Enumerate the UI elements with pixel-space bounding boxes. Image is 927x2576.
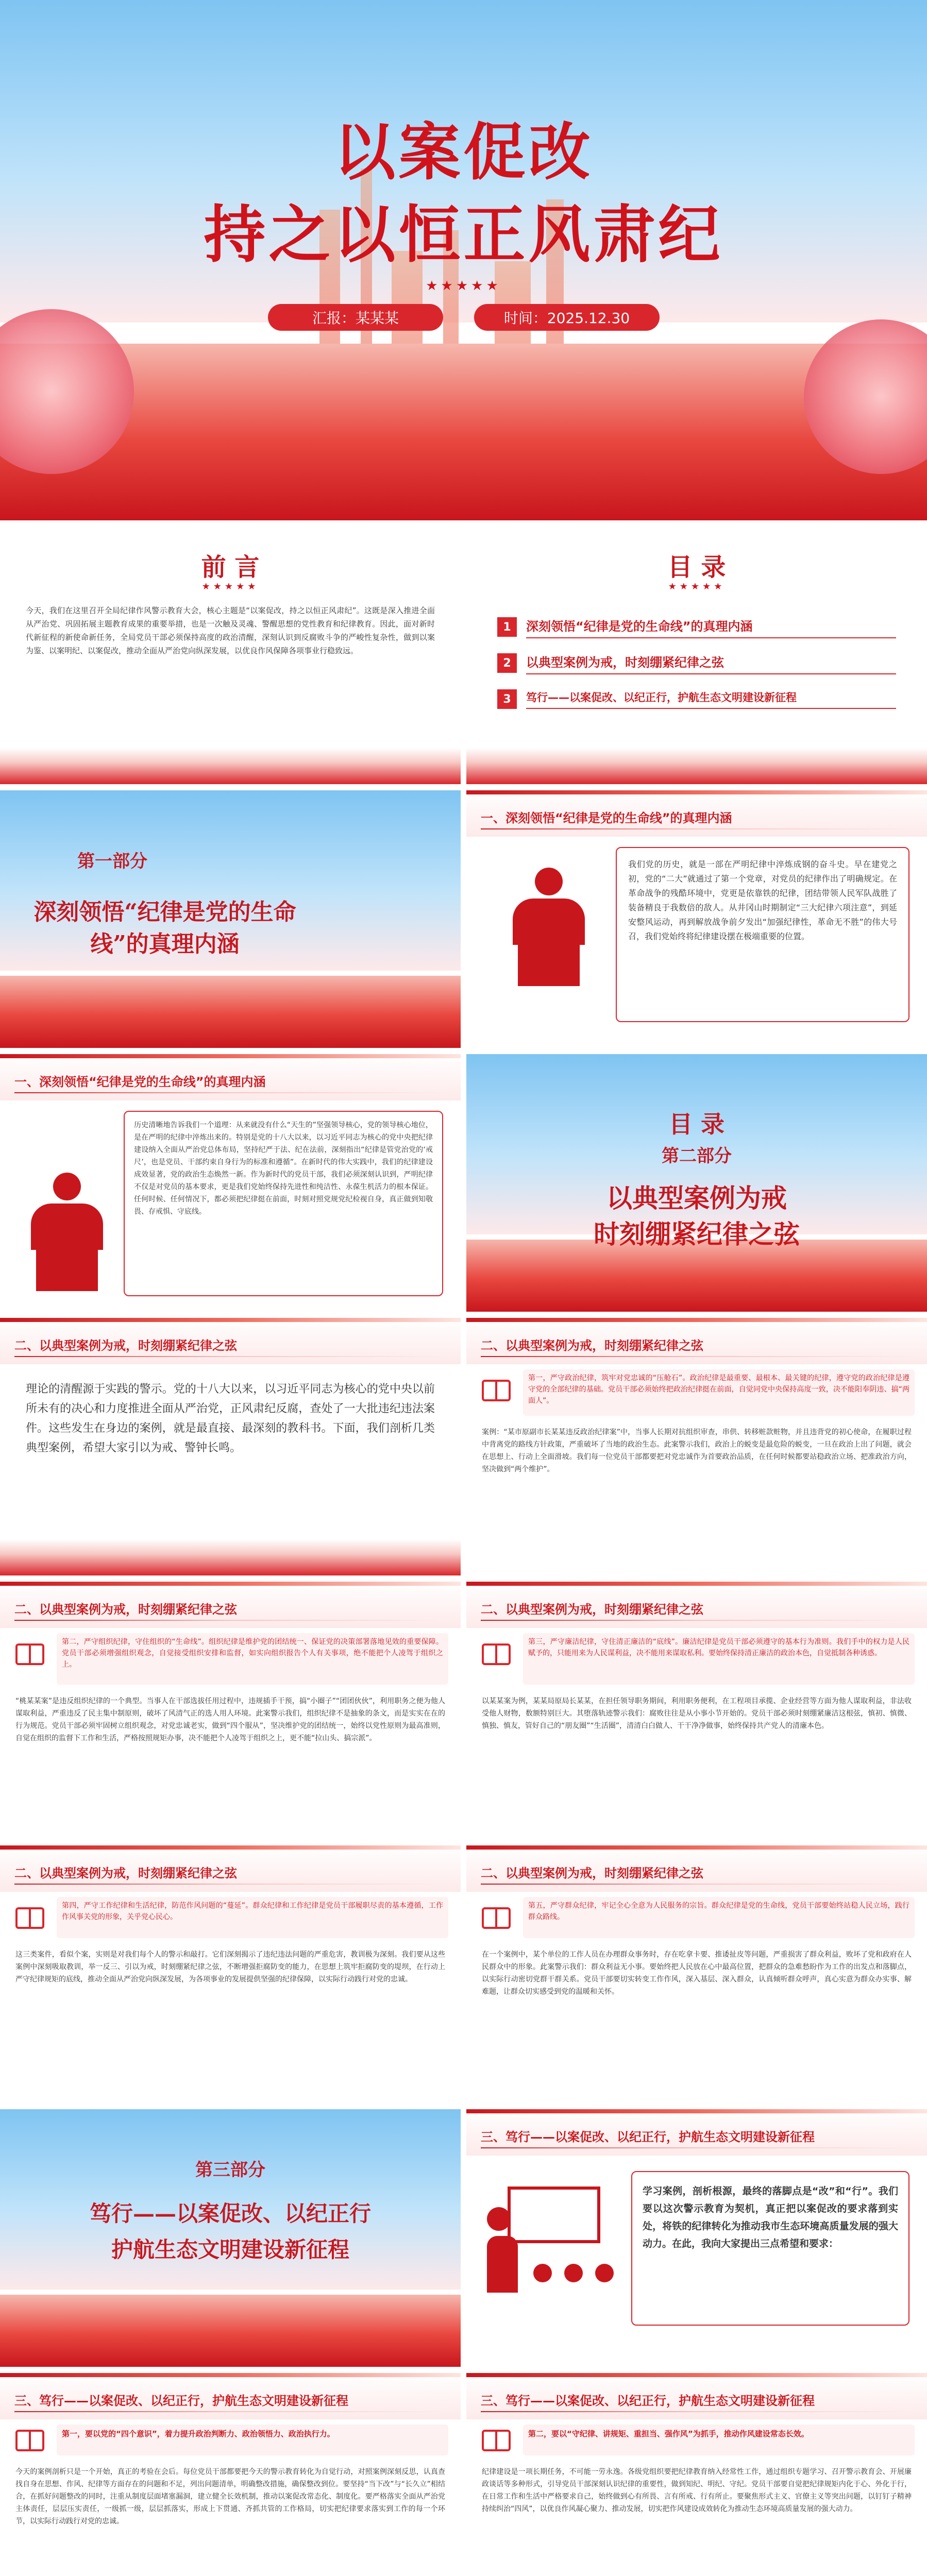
s8-intro: 第一，严守政治纪律，筑牢对党忠诚的“压舱石”。政治纪律是最重要、最根本、最关键的纪律，遵守党的政治纪律是遵守党的全部纪律的基础。党员干部必须始终把政治纪律挺在前面，自觉同党中央保持高度一致，决不能阳奉阴违、搞“两面人”。 (528, 1374, 909, 1405)
cover-title-line2: 持之以恒正风肃纪 (204, 198, 723, 271)
s9-slide (0, 1582, 461, 1839)
toc-num-2: 2 (497, 653, 517, 673)
s7-text: 理论的清醒源于实践的警示。党的十八大以来，以习近平同志为核心的党中央以前所未有的决心和力度推进全面从严治党，正风肃纪反腐，查处了一大批违纪违法案件。这些发生在身边的案例，就是最直接、最深刻的教科书。下面，我们剖析几类典型案例，希望大家引以为戒、警钟长鸣。 (26, 1383, 435, 1454)
teacher-board-icon (487, 2187, 611, 2320)
part2-title-line2: 时刻绷紧纪律之弦 (594, 1219, 800, 1249)
speaker-icon (15, 1173, 119, 1296)
cover-stars: ★★★★★ (426, 278, 501, 294)
book-icon (482, 1380, 511, 1401)
part3-title-line1: 笃行——以案促改、以纪正行 (89, 2201, 371, 2226)
s5-card (124, 1111, 443, 1296)
s8-header: 二、以典型案例为戒，时刻绷紧纪律之弦 (481, 1338, 703, 1353)
book-icon (482, 1907, 511, 1929)
toc-slide (466, 527, 927, 784)
part2-title-toc: 目 录 (668, 1110, 724, 1138)
s12-slide (466, 1845, 927, 2103)
toc-item-1[interactable] (497, 614, 896, 640)
s10-slide (466, 1582, 927, 1839)
s14-header: 三、笃行——以案促改、以纪正行，护航生态文明建设新征程 (481, 2130, 815, 2144)
part1-title-line2: 线”的真理内涵 (90, 931, 240, 957)
s11-slide (0, 1845, 461, 2103)
s12-text: 在一个案例中，某个单位的工作人员在办理群众事务时，存在吃拿卡要、推诿扯皮等问题，严重损害了群众利益，败坏了党和政府在人民群众中的形象。此案警示我们：群众利益无小事。要始终把人民放在心中最高位置，把群众的急难愁盼作为工作的出发点和落脚点，以实际行动密切党群干群关系。党员干部要切实转变工作作风，深入基层、深入群众，认真倾听群众呼声，真心实意为群众办实事、解难题，让群众切实感受到党的温暖和关怀。 (482, 1951, 912, 1996)
s4-card (616, 847, 909, 1022)
s15-text: 今天的案例剖析只是一个开始，真正的考验在会后。每位党员干部都要把今天的警示教育转化为自觉行动，对照案例深刻反思，认真查找自身在思想、作风、纪律等方面存在的问题和不足，列出问题清单，明确整改措施，确保整改到位。要坚持“当下改”与“长久立”相结合，在抓好问题整改的同时，注重从制度层面堵塞漏洞，建立健全长效机制，推动以案促改常态化、制度化。要严格落实全面从严治党主体责任，层层压实责任，一级抓一级，层层抓落实，形成上下贯通、齐抓共管的工作格局，切实把纪律要求落实到工作的每一个环节，以实际行动践行对党的忠诚。 (15, 2468, 445, 2526)
book-icon (482, 1643, 511, 1665)
preface-stars: ★★★★★ (201, 581, 259, 592)
s15-intro: 第一，要以党的“四个意识”，着力提升政治判断力、政治领悟力、政治执行力。 (62, 2429, 335, 2438)
toc-label-1: 深刻领悟“纪律是党的生命线”的真理内涵 (526, 616, 896, 638)
s10-header: 二、以典型案例为戒，时刻绷紧纪律之弦 (481, 1602, 703, 1617)
s10-intro: 第三，严守廉洁纪律，守住清正廉洁的“底线”。廉洁纪律是党员干部必须遵守的基本行为准则。我们手中的权力是人民赋予的，只能用来为人民谋利益，决不能用来谋取私利。要始终保持清正廉洁的政治本色，自觉抵制各种诱惑。 (528, 1638, 909, 1657)
toc-num-3: 3 (497, 689, 517, 709)
s12-header: 二、以典型案例为戒，时刻绷紧纪律之弦 (481, 1866, 703, 1880)
s9-intro: 第二，严守组织纪律，守住组织的“生命线”。组织纪律是维护党的团结统一、保证党的决策部署落地见效的重要保障。党员干部必须增强组织观念，自觉接受组织安排和监督，如实向组织报告个人有关事项，绝不能把个人凌驾于组织之上。 (62, 1638, 443, 1669)
s5-header: 一、深刻领悟“纪律是党的生命线”的真理内涵 (14, 1075, 266, 1089)
s14-card (631, 2171, 909, 2326)
part3-cover-slide (0, 2109, 461, 2367)
book-icon (15, 1907, 44, 1929)
s5-slide (0, 1054, 461, 1312)
s15-slide (0, 2373, 461, 2576)
part1-title-line1: 深刻领悟“纪律是党的生命 (33, 899, 296, 925)
s11-text: 这三类案件，看似个案，实则是对我们每个人的警示和敲打。它们深刻揭示了违纪违法问题的严重危害，教训极为深刻。我们要从这些案例中深刻吸取教训，举一反三、引以为戒，时刻绷紧纪律之弦，不断增强拒腐防变的能力，在思想上筑牢拒腐防变的堤坝，在行动上严守纪律规矩的底线，推动全面从严治党向纵深发展，为各项事业的发展提供坚强的纪律保障，以实际行动践行对党的忠诚。 (15, 1951, 445, 1984)
toc-label-3: 笃行——以案促改、以纪正行，护航生态文明建设新征程 (526, 689, 896, 709)
s16-text: 纪律建设是一项长期任务，不可能一劳永逸。各级党组织要把纪律教育纳入经常性工作，通过组织专题学习、召开警示教育会、开展廉政谈话等多种形式，引导党员干部深刻认识纪律的重要性，做到知纪、明纪、守纪。党员干部要自觉把纪律规矩内化于心、外化于行，在日常工作和生活中严格要求自己，始终做到心有所畏、言有所戒、行有所止。要聚焦形式主义、官僚主义等突出问题，以钉钉子精神持续纠治“四风”，以优良作风凝心聚力、推动发展，切实把作风建设成效转化为推动生态环境高质量发展的强大动力。 (482, 2468, 912, 2513)
s4-slide (466, 790, 927, 1048)
s8-text: 案例：“某市原副市长某某违反政治纪律案”中，当事人长期对抗组织审查，串供、转移赃款赃物，并且违背党的初心使命，在履职过程中背离党的路线方针政策，严重破坏了当地的政治生态。此案警示我们，政治上的蜕变是最危险的蜕变，一旦在政治上出了问题，就会在思想上、行动上全面滑坡。我们每一位党员干部都要把对党忠诚作为首要政治品质，在任何时候都要站稳政治立场、把准政治方向，坚决做到“两个维护”。 (482, 1428, 912, 1473)
cover-title-line1: 以案促改 (333, 116, 594, 189)
part2-cover-slide (466, 1054, 927, 1312)
cover-reporter: 汇报：某某某 (268, 304, 443, 331)
speaker-icon (497, 868, 600, 991)
toc-item-2[interactable] (497, 650, 896, 676)
part1-cover-slide (0, 790, 461, 1048)
s8-slide (466, 1318, 927, 1575)
s11-header: 二、以典型案例为戒，时刻绷紧纪律之弦 (14, 1866, 237, 1880)
s16-slide (466, 2373, 927, 2576)
toc-item-3[interactable] (497, 686, 896, 712)
toc-label-2: 以典型案例为戒，时刻绷紧纪律之弦 (526, 652, 896, 674)
book-icon (15, 1643, 44, 1665)
s10-text: 以某某案为例，某某局原局长某某，在担任领导职务期间，利用职务便利，在工程项目承揽、企业经营等方面为他人谋取利益，非法收受他人财物，数额特别巨大。其堕落轨迹警示我们：腐败往往是从小事小节开始的。党员干部必须时刻绷紧廉洁这根弦，慎初、慎微、慎独、慎友，管好自己的“朋友圈”“生活圈”，清清白白做人、干干净净做事，始终保持共产党人的清廉本色。 (482, 1697, 912, 1730)
s16-header: 三、笃行——以案促改、以纪正行，护航生态文明建设新征程 (481, 2394, 815, 2408)
cover-time: 时间：2025.12.30 (474, 304, 660, 331)
part2-title-line1: 以典型案例为戒 (606, 1183, 787, 1213)
s11-intro: 第四，严守工作纪律和生活纪律，防范作风问题的“蔓延”。群众纪律和工作纪律是党员干部履职尽责的基本遵循，工作作风事关党的形象，关乎党心民心。 (62, 1902, 443, 1921)
toc-title: 目 录 (667, 553, 726, 582)
s9-text: “桃某某案”是违反组织纪律的一个典型。当事人在干部选拔任用过程中，违规插手干预，搞“小圈子”“团团伙伙”，利用职务之便为他人谋取利益，严重违反了民主集中制原则，破坏了风清气正的选人用人环境。此案警示我们，组织纪律不是抽象的条文，而是实实在在的行为规范。党员干部必须牢固树立组织观念，对党忠诚老实，做到“四个服从”，坚决维护党的团结统一，始终以党性原则为最高准则，自觉在组织的监督下工作和生活，严格按照规矩办事，决不能把个人凌驾于组织之上，更不能“拉山头、搞宗派”。 (15, 1697, 445, 1742)
s7-slide (0, 1318, 461, 1575)
s12-intro: 第五，严守群众纪律，牢记全心全意为人民服务的宗旨。群众纪律是党的生命线，党员干部要始终站稳人民立场，践行群众路线。 (528, 1902, 909, 1921)
toc-stars: ★★★★★ (668, 581, 726, 592)
part2-tag: 第二部分 (662, 1146, 732, 1166)
book-icon (15, 2430, 44, 2451)
s14-text: 学习案例，剖析根源，最终的落脚点是“改”和“行”。我们要以这次警示教育为契机，真正把以案促改的要求落到实处，将铁的纪律转化为推动我市生态环境高质量发展的强大动力。在此，我向大家提出三点希望和要求： (643, 2185, 898, 2249)
preface-slide (0, 527, 461, 784)
s5-text: 历史清晰地告诉我们一个道理：从来就没有什么“天生的”坚强领导核心，党的领导核心地位，是在严明的纪律中淬炼出来的。特别是党的十八大以来，以习近平同志为核心的党中央把纪律建设纳入全面从严治党总体布局，坚持纪严于法、纪在法前，深刻指出“纪律是管党治党的‘戒尺’，也是党员、干部约束自身行为的标准和遵循”。在新时代的伟大实践中，我们的纪律建设成效显著，党的政治生态焕然一新。作为新时代的党员干部，我们必须深刻认识到，严明纪律不仅是对党员的基本要求，更是我们党始终保持先进性和纯洁性、永葆生机活力的根本保证。任何时候、任何情况下，都必须把纪律挺在前面，时刻对照党规党纪检视自身，真正做到知敬畏、存戒惧、守底线。 (134, 1121, 433, 1216)
toc-num-1: 1 (497, 617, 517, 637)
s14-slide (466, 2109, 927, 2367)
cover-slide (0, 0, 927, 520)
book-icon (482, 2430, 511, 2451)
s4-text: 我们党的历史，就是一部在严明纪律中淬炼成钢的奋斗史。早在建党之初，党的“二大”就通过了第一个党章，对党员的纪律作出了明确规定。在革命战争的残酷环境中，党更是依靠铁的纪律，团结带领人民军队战胜了装备精良于我数倍的敌人。从井冈山时期制定“三大纪律六项注意”，到延安整风运动，再到解放战争前夕发出“加强纪律性，革命无不胜”的伟大号召，我们党始终将纪律建设摆在极端重要的位置。 (628, 859, 897, 941)
preface-title: 前 言 (201, 553, 260, 582)
preface-text: 今天，我们在这里召开全局纪律作风警示教育大会，核心主题是“以案促改，持之以恒正风肃纪”。这既是深入推进全面从严治党、巩固拓展主题教育成果的重要举措，也是一次触及灵魂、警醒思想的党性教育和纪律教育。因此，面对新时代新征程的新使命新任务，全局党员干部必须保持高度的政治清醒，深刻认识到反腐败斗争的严峻性复杂性，做到以案为鉴、以案明纪、以案促改，推动全面从严治党向纵深发展，以优良作风保障各项事业行稳致远。 (26, 606, 435, 655)
s15-header: 三、笃行——以案促改、以纪正行，护航生态文明建设新征程 (14, 2394, 348, 2408)
s7-header: 二、以典型案例为戒，时刻绷紧纪律之弦 (14, 1338, 237, 1353)
part1-tag: 第一部分 (77, 851, 147, 872)
part3-title-line2: 护航生态文明建设新征程 (111, 2237, 349, 2262)
s16-intro: 第二，要以“守纪律、讲规矩、重担当、强作风”为抓手，推动作风建设常态长效。 (528, 2429, 809, 2438)
part3-tag: 第三部分 (195, 2160, 265, 2180)
s4-header: 一、深刻领悟“纪律是党的生命线”的真理内涵 (481, 811, 732, 825)
s9-header: 二、以典型案例为戒，时刻绷紧纪律之弦 (14, 1602, 237, 1617)
